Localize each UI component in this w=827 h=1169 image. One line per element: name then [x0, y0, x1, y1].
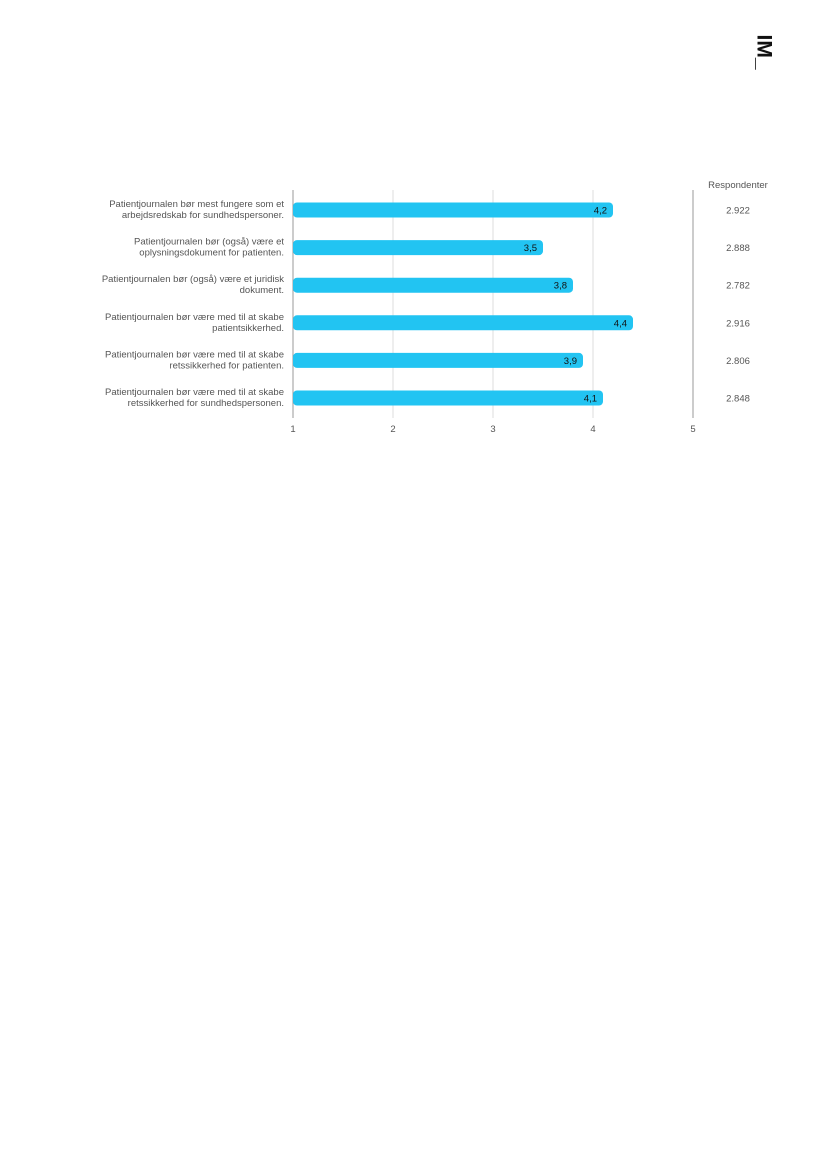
- x-tick-label: 1: [290, 424, 296, 435]
- category-label-line: oplysningsdokument for patienten.: [139, 247, 284, 259]
- bar: [293, 353, 583, 368]
- respondents-header: Respondenter: [708, 180, 768, 191]
- bar-value-label: 3,5: [523, 243, 537, 255]
- bar-chart: [0, 0, 827, 460]
- category-label-line: Patientjournalen bør mest fungere som et: [109, 199, 284, 210]
- category-labels: [102, 199, 285, 409]
- bar-value-label: 3,8: [553, 280, 567, 292]
- respondents-column: [708, 180, 768, 405]
- category-label-line: dokument.: [239, 285, 284, 297]
- bars: [293, 203, 633, 406]
- x-tick-label: 3: [490, 424, 496, 435]
- category-label: [105, 312, 284, 334]
- category-label-line: retssikkerhed for patienten.: [169, 360, 284, 372]
- bar: [293, 203, 613, 218]
- x-tick-label: 5: [690, 424, 696, 435]
- bar: [293, 240, 543, 255]
- category-label-line: Patientjournalen bør (også) være et juridisk: [101, 274, 284, 286]
- respondents-value: 2.922: [726, 205, 750, 217]
- x-tick-label: 2: [390, 424, 396, 435]
- category-label-line: Patientjournalen bør være med til at skabe: [104, 387, 284, 398]
- category-label-line: Patientjournalen bør være med til at skabe: [104, 349, 284, 361]
- category-label: [109, 199, 284, 221]
- category-label-line: retssikkerhed for sundhedspersonen.: [127, 398, 284, 409]
- category-label: [134, 237, 284, 259]
- bar-value-label: 3,9: [563, 355, 577, 367]
- respondents-value: 2.888: [726, 243, 750, 255]
- bar: [293, 315, 633, 330]
- logo-text: IM_: [752, 34, 776, 70]
- bar-value-label: 4,1: [583, 393, 597, 405]
- bar-value-label: 4,2: [593, 205, 607, 217]
- category-label: [105, 349, 284, 371]
- category-label-line: Patientjournalen bør (også) være et: [134, 236, 284, 248]
- respondents-value: 2.806: [726, 355, 750, 367]
- x-tick-label: 4: [590, 424, 596, 435]
- respondents-value: 2.916: [726, 318, 750, 330]
- category-label-line: patientsikkerhed.: [212, 322, 284, 334]
- category-label: [102, 274, 284, 296]
- bar: [293, 278, 573, 293]
- grid: [293, 190, 693, 418]
- bar-value-label: 4,4: [613, 318, 627, 330]
- respondents-value: 2.848: [726, 393, 750, 405]
- category-label: [105, 387, 284, 409]
- x-axis-ticks: [290, 424, 695, 435]
- category-label-line: Patientjournalen bør være med til at skabe: [104, 311, 284, 323]
- category-label-line: arbejdsredskab for sundhedspersoner.: [121, 210, 284, 221]
- respondents-value: 2.782: [726, 280, 750, 292]
- bar: [293, 391, 603, 406]
